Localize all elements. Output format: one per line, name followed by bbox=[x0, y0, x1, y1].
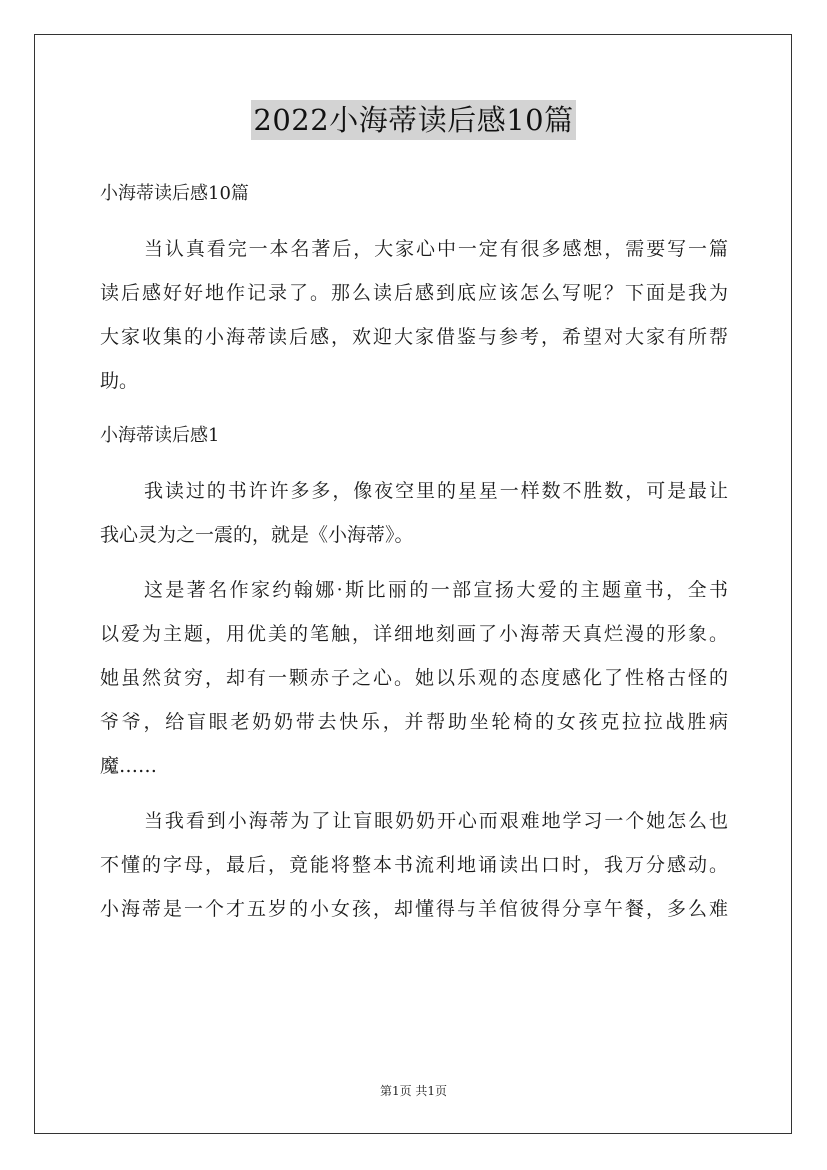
document-subtitle: 小海蒂读后感10篇 bbox=[100, 183, 249, 204]
text-line: 小海蒂读后感1 bbox=[100, 425, 220, 446]
text-line: 我读过的书许许多多，像夜空里的星星一样数不胜数，可是最让 bbox=[144, 480, 728, 502]
text-line: 以爱为主题，用优美的笔触，详细地刻画了小海蒂天真烂漫的形象。 bbox=[100, 623, 728, 645]
paragraph bbox=[100, 227, 728, 403]
text-line: 我心灵为之一震的，就是《小海蒂》。 bbox=[100, 524, 414, 546]
document-body bbox=[100, 172, 728, 942]
text-line: 爷爷，给盲眼老奶奶带去快乐，并帮助坐轮椅的女孩克拉拉战胜病 bbox=[100, 711, 728, 733]
text-line: 小海蒂是一个才五岁的小女孩，却懂得与羊倌彼得分享午餐，多么难 bbox=[100, 898, 728, 920]
page-footer: 第1页 共1页 bbox=[379, 1084, 448, 1098]
title-container bbox=[0, 100, 827, 140]
text-line: 她虽然贫穷，却有一颗赤子之心。她以乐观的态度感化了性格古怪的 bbox=[100, 667, 728, 689]
section-heading bbox=[100, 414, 728, 458]
text-line: 读后感好好地作记录了。那么读后感到底应该怎么写呢？下面是我为 bbox=[100, 282, 728, 304]
text-line: 大家收集的小海蒂读后感，欢迎大家借鉴与参考，希望对大家有所帮 bbox=[100, 326, 728, 348]
text-line: 当认真看完一本名著后，大家心中一定有很多感想，需要写一篇 bbox=[144, 238, 728, 260]
text-line: 不懂的字母，最后，竟能将整本书流利地诵读出口时，我万分感动。 bbox=[100, 854, 728, 876]
text-line: 助。 bbox=[100, 370, 139, 392]
text-line: 当我看到小海蒂为了让盲眼奶奶开心而艰难地学习一个她怎么也 bbox=[144, 810, 728, 832]
text-line: 魔…… bbox=[100, 755, 158, 777]
text-line: 这是著名作家约翰娜·斯比丽的一部宣扬大爱的主题童书，全书 bbox=[144, 579, 728, 601]
paragraph bbox=[100, 799, 728, 931]
paragraph bbox=[100, 469, 728, 557]
paragraph bbox=[100, 568, 728, 788]
document-title: 2022小海蒂读后感10篇 bbox=[251, 100, 575, 140]
